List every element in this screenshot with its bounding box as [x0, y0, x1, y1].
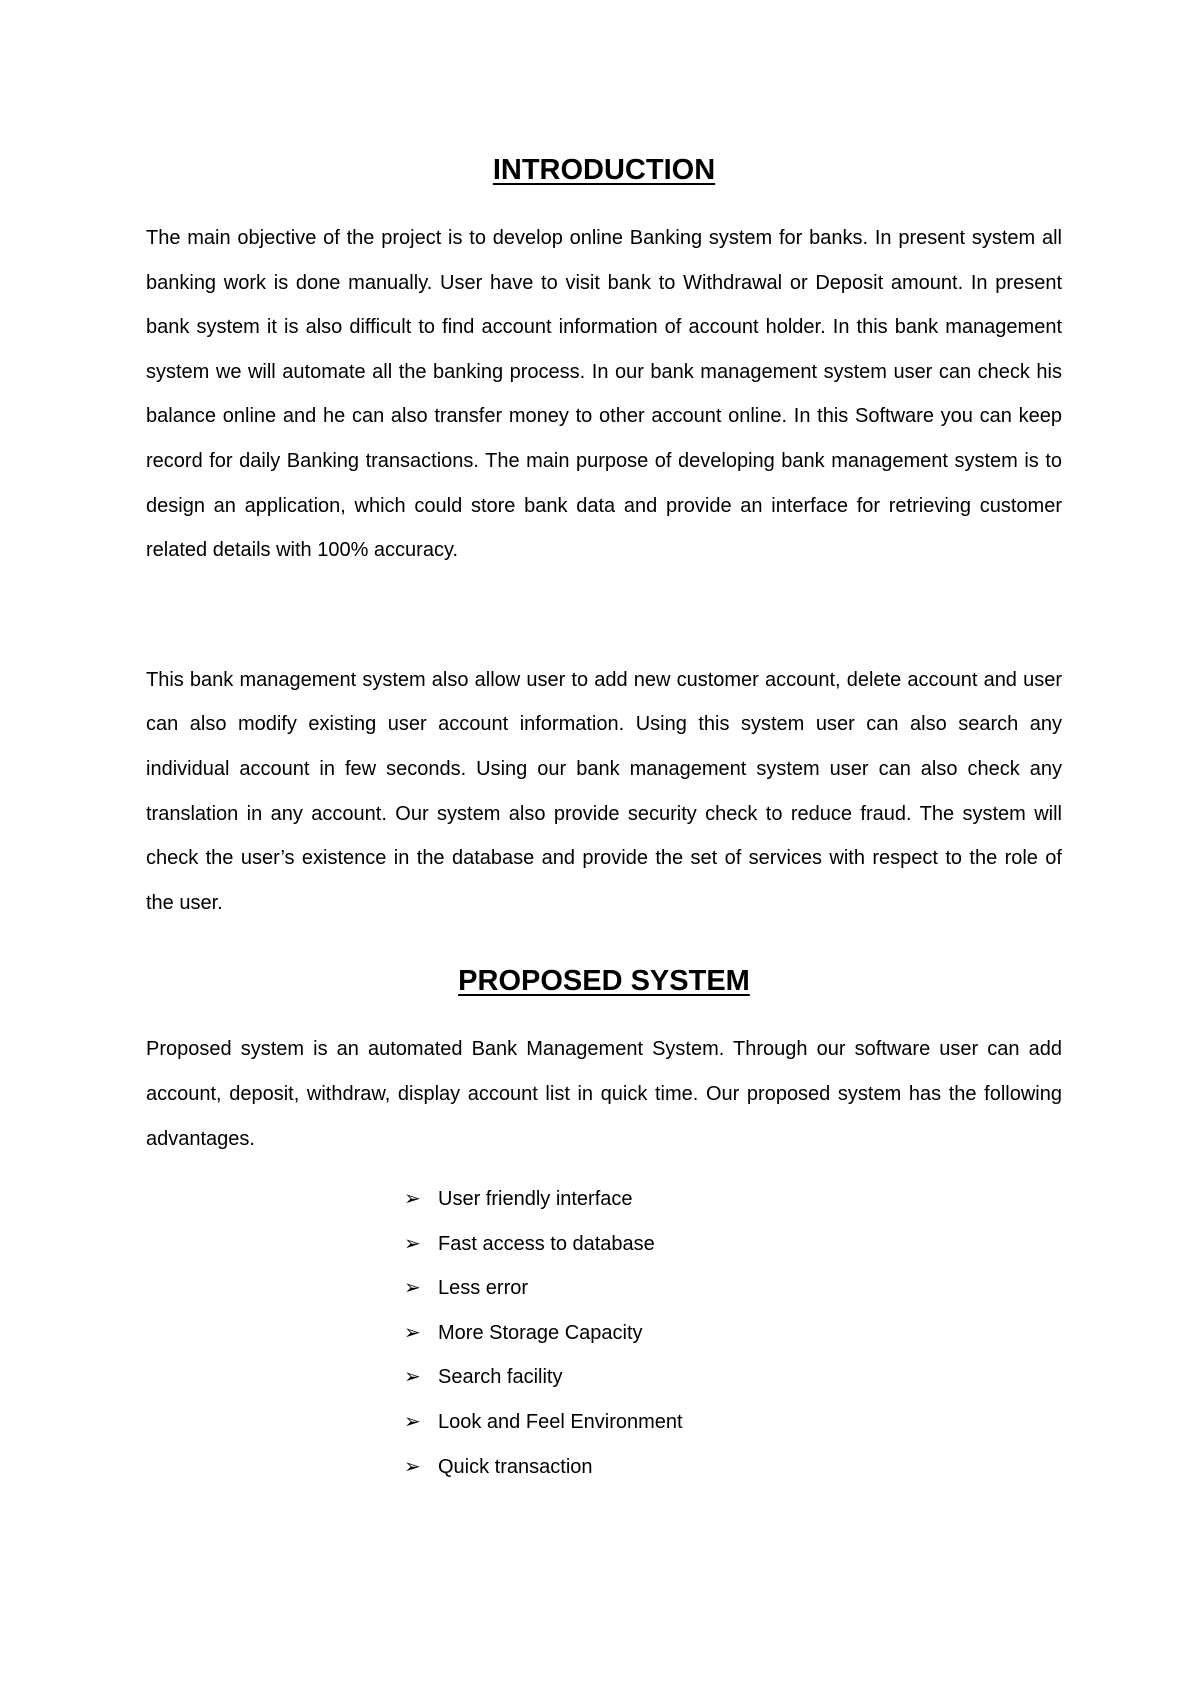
proposed-system-heading: PROPOSED SYSTEM: [458, 965, 750, 998]
arrow-bullet-icon: ➢: [404, 1321, 421, 1344]
list-item: [404, 1311, 1062, 1356]
document-content: [146, 150, 1062, 1489]
arrow-bullet-icon: ➢: [404, 1277, 421, 1300]
advantage-label: Less error: [438, 1277, 529, 1300]
arrow-bullet-icon: ➢: [404, 1188, 421, 1211]
arrow-bullet-icon: ➢: [404, 1455, 421, 1478]
introduction-paragraph-1: The main objective of the project is to develop online Banking system for banks. In present system all banking work is done manually. User have to visit bank to Withdrawal or Deposit amount. In present bank system it is also difficult to find account information of account holder. In this bank management system we will automate all the banking process. In our bank management system user can check his balance online and he can also transfer money to other account online. In this Software you can keep record for daily Banking transactions. The main purpose of developing bank management system is to design an application, which could store bank data and provide an interface for retrieving customer related details with 100% accuracy.: [146, 227, 1062, 562]
advantage-label: Quick transaction: [438, 1455, 593, 1478]
arrow-bullet-icon: ➢: [404, 1232, 421, 1255]
advantage-label: More Storage Capacity: [438, 1321, 643, 1344]
introduction-paragraph-2: This bank management system also allow user to add new customer account, delete account and user can also modify existing user account information. Using this system user can also search any individual account in few seconds. Using our bank management system user can also check any translation in any account. Our system also provide security check to reduce fraud. The system will check the user’s existence in the database and provide the set of services with respect to the role of the user.: [146, 668, 1062, 914]
list-item: [404, 1445, 1062, 1490]
advantages-list: [146, 1177, 1062, 1489]
advantage-label: Search facility: [438, 1366, 563, 1389]
introduction-heading: INTRODUCTION: [492, 154, 716, 186]
arrow-bullet-icon: ➢: [404, 1411, 421, 1434]
advantage-label: Look and Feel Environment: [438, 1411, 683, 1434]
list-item: [404, 1400, 1062, 1445]
list-item: [404, 1355, 1062, 1400]
list-item: [404, 1177, 1062, 1222]
arrow-bullet-icon: ➢: [404, 1366, 421, 1389]
advantage-label: Fast access to database: [438, 1232, 655, 1255]
advantage-label: User friendly interface: [438, 1188, 633, 1211]
list-item: [404, 1222, 1062, 1267]
proposed-system-paragraph: Proposed system is an automated Bank Management System. Through our software user can add account, deposit, withdraw, display account list in quick time. Our proposed system has the following advantages.: [146, 1038, 1062, 1150]
list-item: [404, 1266, 1062, 1311]
